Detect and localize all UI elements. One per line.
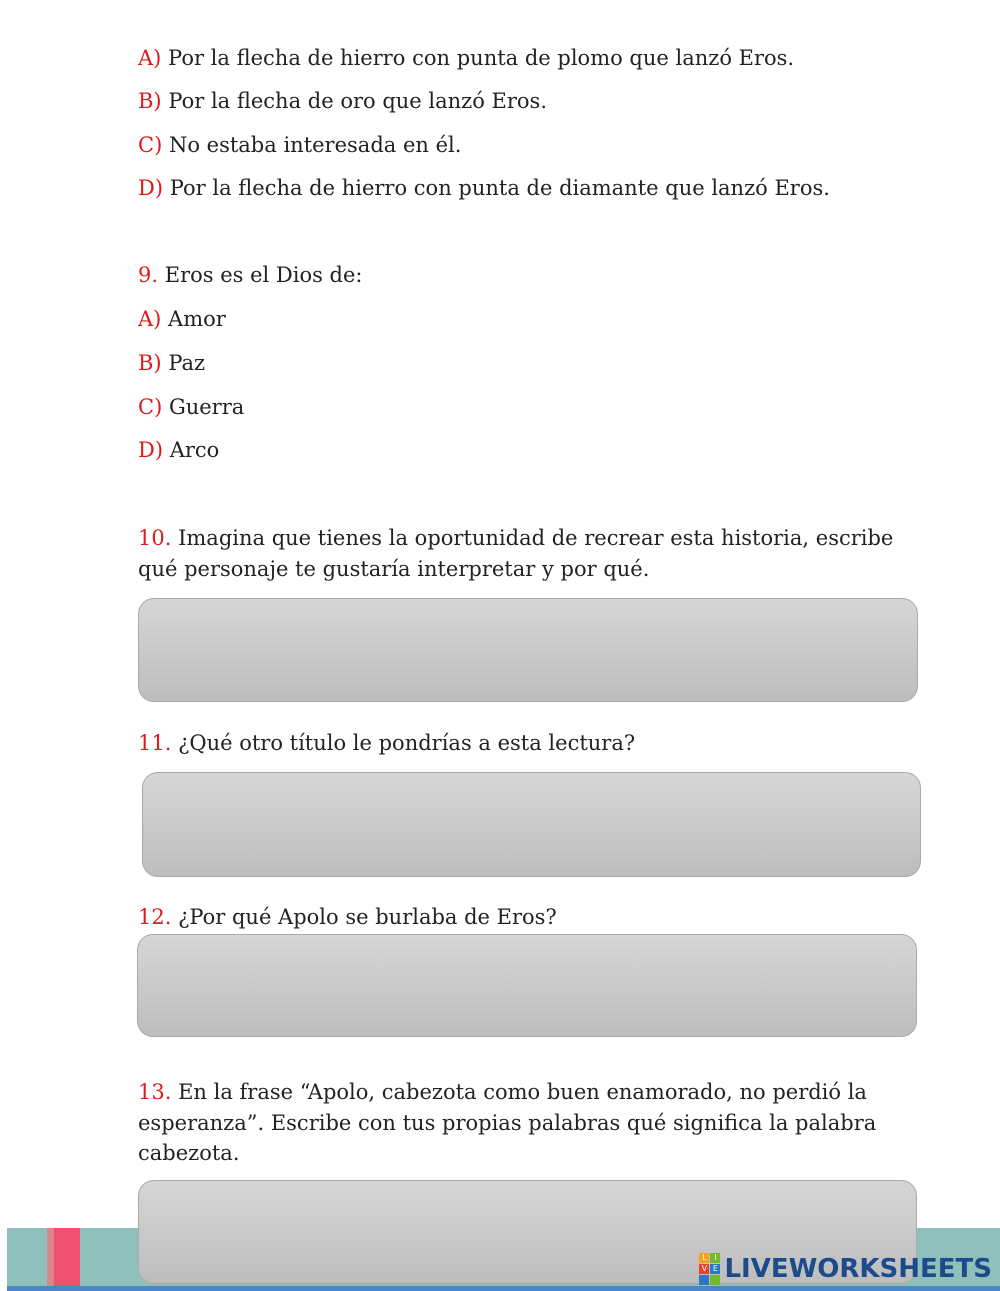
option-text: Por la flecha de hierro con punta de plomo que lanzó Eros. [168,46,795,70]
q9-option-b[interactable] [138,348,205,378]
question-text: En la frase “Apolo, cabezota como buen enamorado, no perdió la [178,1080,867,1104]
question-text: qué personaje te gustaría interpretar y por qué. [138,557,650,581]
q9-option-d[interactable] [138,435,219,465]
option-letter: C) [138,395,163,419]
footer-bottom-bar [7,1286,1000,1291]
q9-option-c[interactable] [138,392,244,422]
logo-mark-icon [699,1253,720,1285]
logo-letter: V [699,1264,709,1274]
question-number: 9. [138,263,159,287]
footer-stripe [54,1228,80,1291]
option-letter: B) [138,351,162,375]
logo-text: LIVEWORKSHEETS [724,1254,992,1284]
logo-letter: L [699,1253,709,1263]
question-text: ¿Qué otro título le pondrías a esta lectura? [178,731,636,755]
q10-answer-input[interactable] [138,598,918,702]
question-text: cabezota. [138,1141,240,1165]
option-text: Por la flecha de hierro con punta de diamante que lanzó Eros. [169,176,830,200]
q8-option-d [138,173,830,203]
logo-letter: E [710,1264,720,1274]
option-text: Por la flecha de oro que lanzó Eros. [168,89,547,113]
option-text: Amor [168,307,226,331]
q11-prompt [138,728,635,758]
question-text: Imagina que tienes la oportunidad de recrear esta historia, escribe [178,526,894,550]
logo-letter: I [710,1253,720,1263]
q9-option-a[interactable] [138,304,226,334]
question-text: ¿Por qué Apolo se burlaba de Eros? [178,905,557,929]
question-number: 10. [138,526,172,550]
question-number: 13. [138,1080,172,1104]
question-number: 11. [138,731,172,755]
q13-prompt-line2 [138,1108,876,1138]
q11-answer-input[interactable] [142,772,921,877]
q10-prompt [138,523,893,553]
q13-prompt [138,1077,867,1107]
q10-prompt-line2 [138,554,649,584]
option-letter: B) [138,89,162,113]
option-letter: A) [138,46,162,70]
footer-stripe [47,1228,54,1291]
option-text: Arco [169,438,220,462]
option-text: No estaba interesada en él. [168,133,462,157]
q12-answer-input[interactable] [137,934,917,1037]
q12-prompt [138,902,557,932]
question-text: Eros es el Dios de: [164,263,363,287]
option-letter: A) [138,307,162,331]
q13-prompt-line3 [138,1138,240,1168]
liveworksheets-logo[interactable] [699,1252,992,1286]
question-number: 12. [138,905,172,929]
q8-option-b [138,86,547,116]
option-text: Paz [168,351,206,375]
q8-option-a [138,43,794,73]
q8-option-c [138,130,461,160]
option-letter: C) [138,133,163,157]
option-letter: D) [138,176,164,200]
question-text: esperanza”. Escribe con tus propias palabras qué significa la palabra [138,1111,877,1135]
option-text: Guerra [168,395,245,419]
option-letter: D) [138,438,164,462]
q9-prompt [138,260,363,290]
